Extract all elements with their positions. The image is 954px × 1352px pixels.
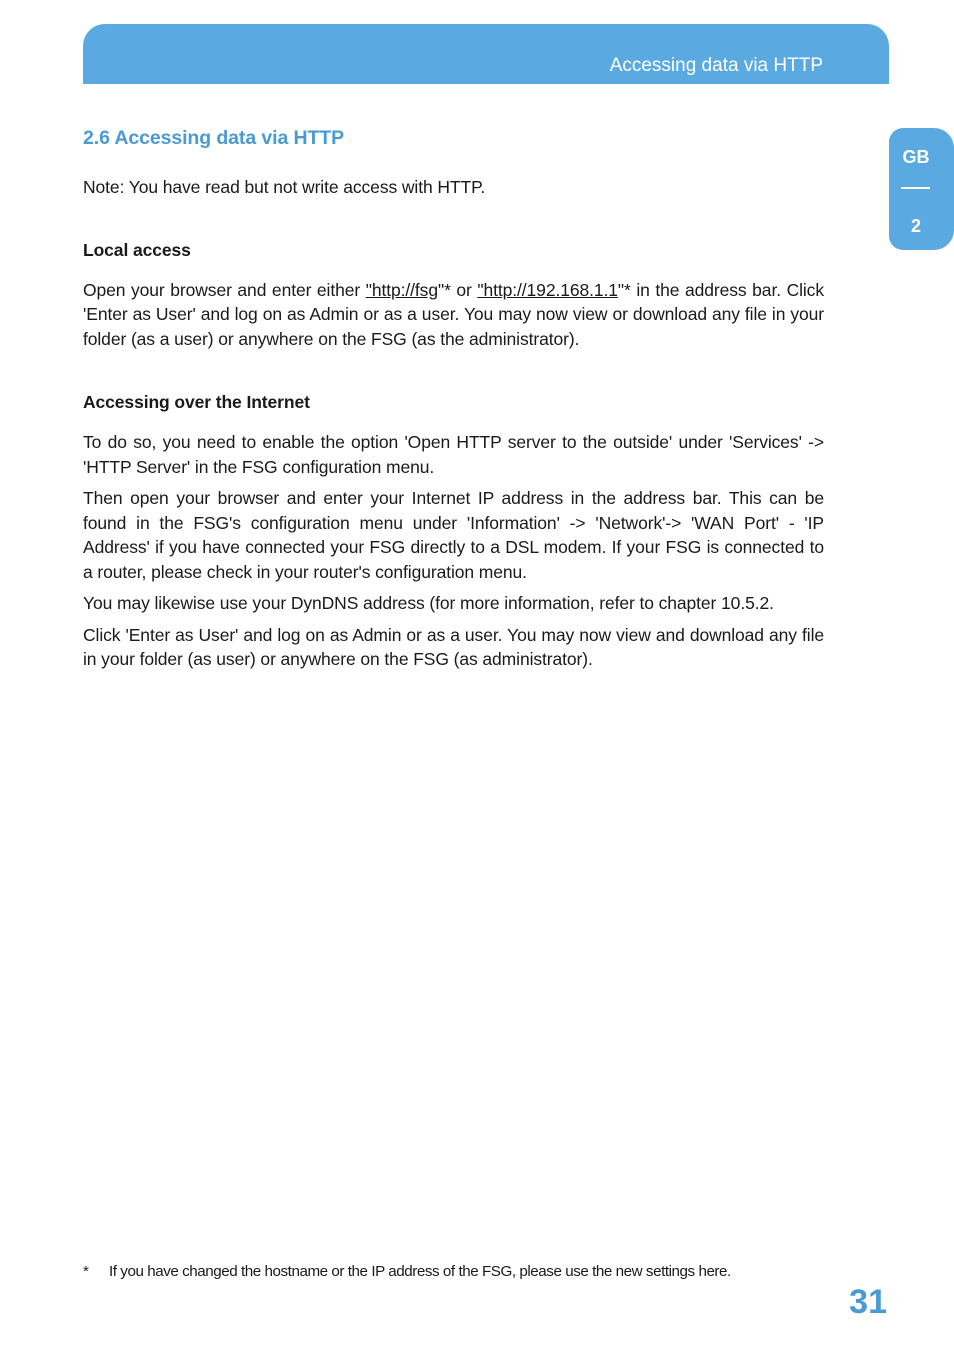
language-label: GB <box>902 147 930 167</box>
local-access-text-2: "* or <box>437 279 478 300</box>
footnote-text: If you have changed the hostname or the IP address of the FSG, please use the new settings here. <box>109 1263 731 1280</box>
header-bar <box>83 24 889 84</box>
header-title: Accessing data via HTTP <box>609 55 823 76</box>
chapter-number: 2 <box>910 216 921 236</box>
local-access-paragraph <box>83 278 824 352</box>
internet-paragraph-4: Click 'Enter as User' and log on as Admin or as a user. You may now view and download any file in your folder (as user) or anywhere on the FSG (as administrator). <box>83 624 824 669</box>
chapter-side-tab <box>889 128 954 250</box>
internet-paragraph-3: You may likewise use your DynDNS address (for more information, refer to chapter 10.5.2. <box>83 593 774 613</box>
footnote-marker: * <box>83 1263 89 1280</box>
local-access-text-3: "* in the address bar. Click 'Enter as User' and log on as Admin or as a user. You may now view or download any file in your folder (as a user) or anywhere on the FSG (as the administrator). <box>83 279 824 349</box>
fsg-ip-link[interactable]: "http://192.168.1.1 <box>477 279 618 300</box>
fsg-hostname-link[interactable]: "http://fsg <box>365 279 438 300</box>
side-tab-divider <box>901 187 930 189</box>
access-note: Note: You have read but not write access with HTTP. <box>83 177 486 197</box>
footnote <box>83 1262 828 1282</box>
section-title: 2.6 Accessing data via HTTP <box>83 127 345 149</box>
local-access-heading: Local access <box>83 239 191 260</box>
main-content <box>83 124 824 672</box>
local-access-text-1: Open your browser and enter either <box>83 279 366 300</box>
internet-access-heading: Accessing over the Internet <box>83 392 310 412</box>
internet-paragraph-1: To do so, you need to enable the option 'Open HTTP server to the outside' under 'Services' -> 'HTTP Server' in the FSG configuration menu. <box>83 432 824 477</box>
internet-paragraph-2: Then open your browser and enter your Internet IP address in the address bar. This can be found in the FSG's configuration menu under 'Information' -> 'Network'-> 'WAN Port' - 'IP Address' if you have connected your FSG directly to a DSL modem. If your FSG is connected to a router, please check in your router's configuration menu. <box>83 488 824 582</box>
page-number: 31 <box>849 1283 887 1321</box>
